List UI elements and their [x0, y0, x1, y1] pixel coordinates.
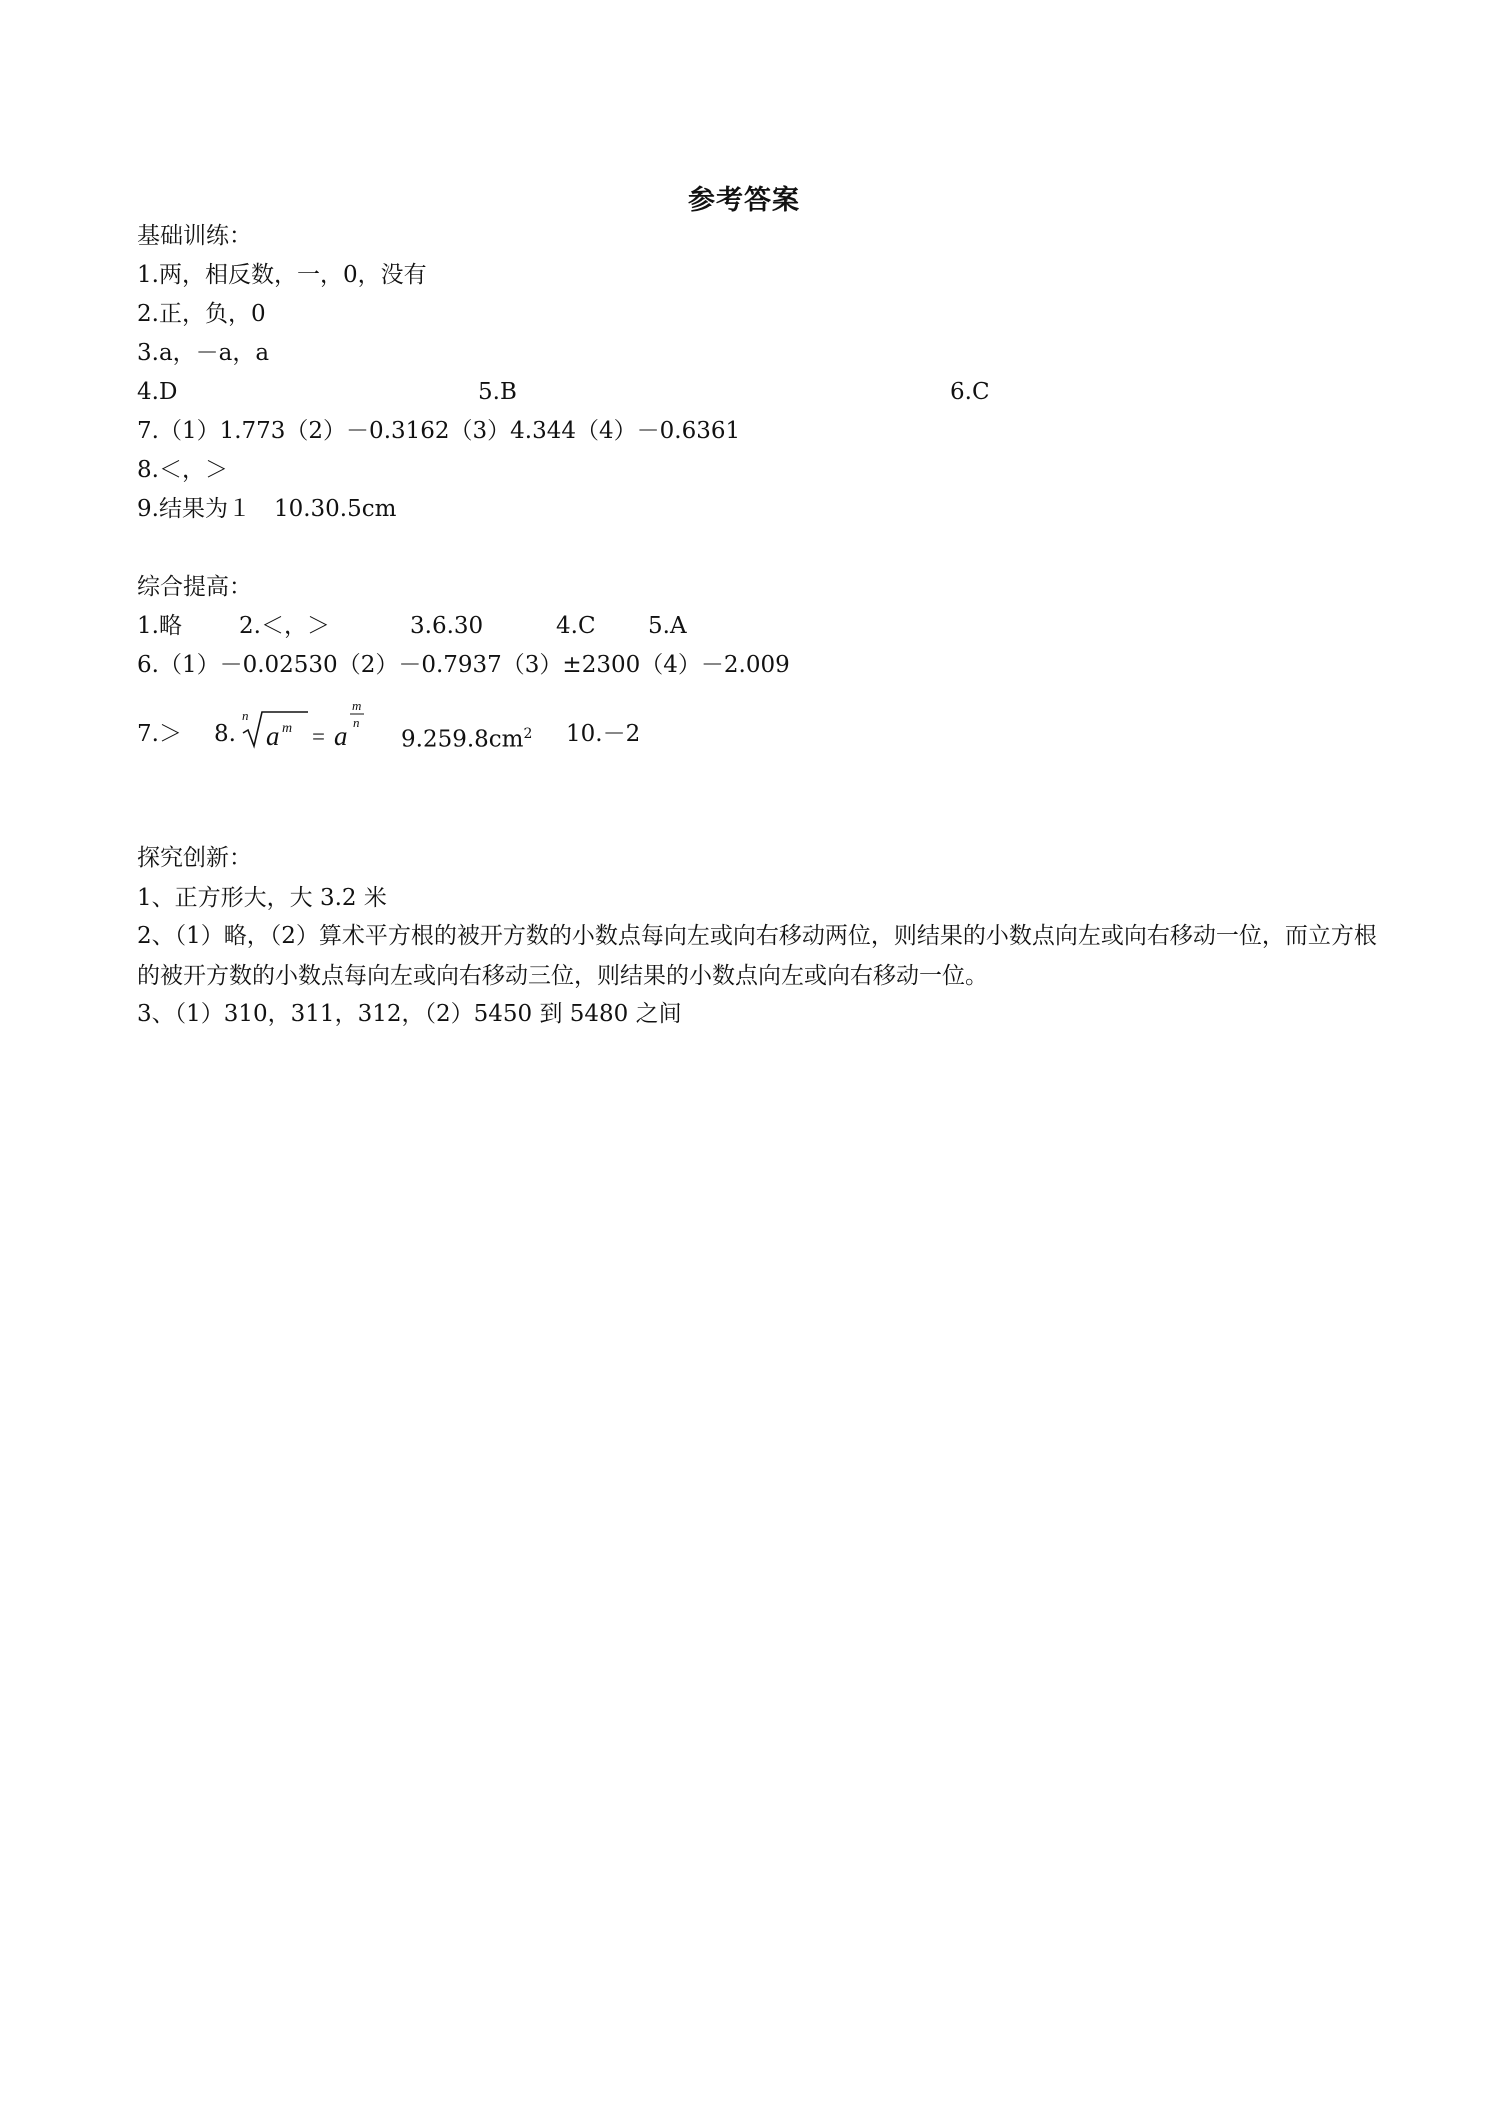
equals-sign: = [312, 724, 325, 749]
basic-heading: 基础训练： [137, 223, 252, 249]
advanced-answer-10: 10.－2 [566, 721, 641, 747]
advanced-answer-9-superscript: 2 [523, 726, 533, 742]
rhs-exponent-numerator: m [352, 700, 362, 713]
rhs-exponent-denominator: n [353, 715, 360, 730]
advanced-row-7 [137, 700, 1387, 760]
basic-item-8: 8.＜，＞ [137, 457, 228, 483]
basic-row-4 [137, 376, 1387, 408]
rhs-base: a [334, 721, 348, 751]
explore-item-2: 2、（1）略，（2）算术平方根的被开方数的小数点每向左或向右移动两位，则结果的小数点向左或向右移动一位，而立方根的被开方数的小数点每向左或向右移动三位，则结果的小数点向左或向右移动一位。 [137, 923, 1377, 989]
page-title: 参考答案 [688, 185, 800, 216]
radicand-exponent: m [282, 721, 293, 736]
advanced-answer-9 [401, 718, 532, 756]
advanced-answer-7: 7.＞ [137, 721, 182, 747]
basic-item-1: 1.两，相反数，一，0，没有 [137, 262, 427, 288]
advanced-answer-1: 1.略 [137, 613, 182, 639]
basic-item-3: 3.a，－a，a [137, 340, 270, 366]
advanced-answer-9-text: 9.259.8cm [401, 726, 524, 753]
basic-answer-4: 4.D [137, 379, 178, 405]
advanced-row-1 [137, 610, 1387, 642]
basic-answer-5: 5.B [478, 379, 517, 405]
advanced-answer-3: 3.6.30 [410, 613, 484, 639]
explore-item-1: 1、正方形大，大 3.2 米 [137, 885, 387, 911]
advanced-answer-2: 2.＜，＞ [239, 613, 330, 639]
basic-answer-6: 6.C [950, 379, 990, 405]
explore-heading: 探究创新： [137, 845, 252, 871]
nth-root-formula [240, 700, 370, 756]
advanced-answer-5: 5.A [648, 613, 687, 639]
basic-item-9: 9.结果为１ 10.30.5cm [137, 496, 397, 522]
radicand-base: a [266, 721, 280, 751]
advanced-answer-8-label: 8. [214, 721, 236, 747]
advanced-heading: 综合提高： [137, 574, 252, 600]
root-index: n [242, 708, 249, 723]
basic-item-7: 7.（1）1.773（2）－0.3162（3）4.344（4）－0.6361 [137, 418, 741, 444]
advanced-item-6: 6.（1）－0.02530（2）－0.7937（3）±2300（4）－2.009 [137, 652, 790, 678]
explore-item-3: 3、（1）310，311，312，（2）5450 到 5480 之间 [137, 1001, 682, 1027]
basic-item-2: 2.正，负，0 [137, 301, 266, 327]
advanced-answer-4: 4.C [556, 613, 596, 639]
